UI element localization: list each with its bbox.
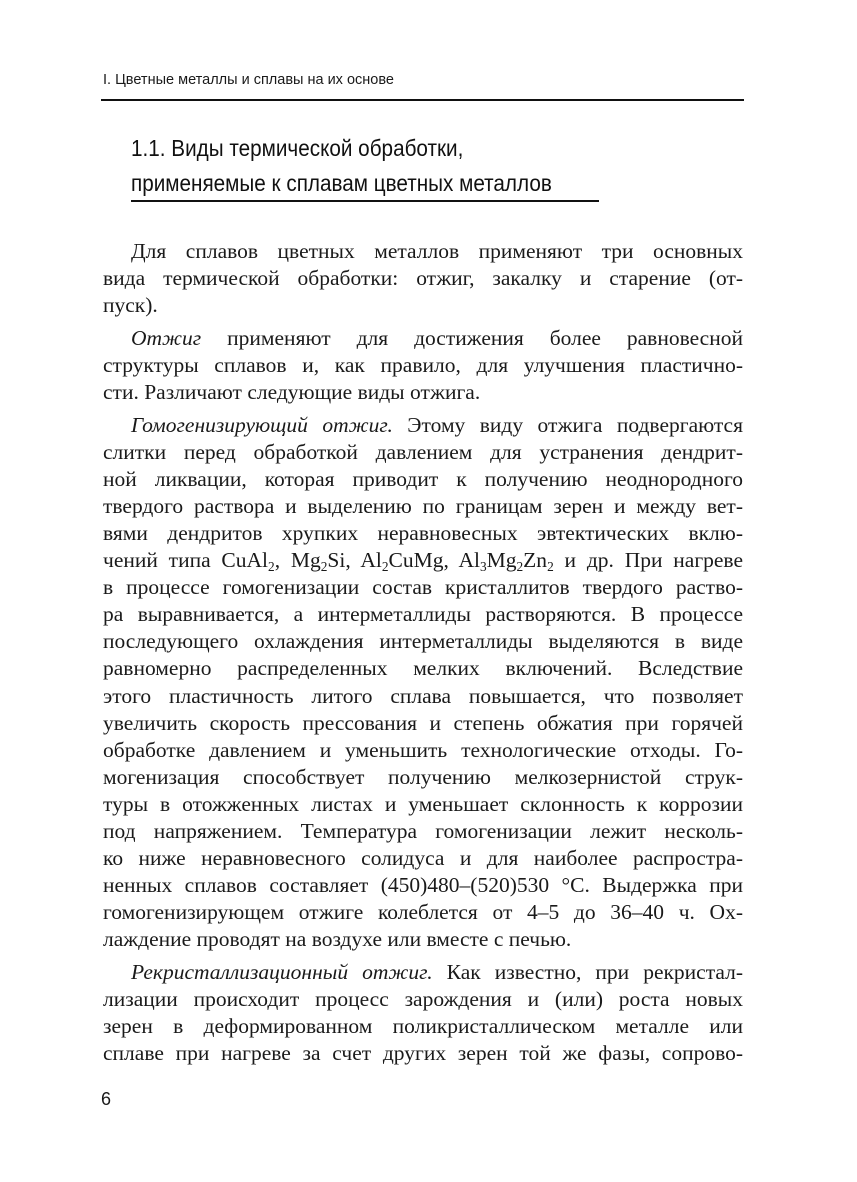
text-fragment: Si, Al [327, 548, 382, 573]
term-recrystallization-annealing: Рекристаллизационный отжиг. [131, 959, 433, 984]
section-heading [131, 131, 635, 201]
text-line: равномерно распределенных мелких включений. Вследствие [103, 656, 743, 681]
text-line: последующего охлаждения интерметаллиды выделяются в виде [103, 629, 743, 654]
text-line: туры в отожженных листах и уменьшает склонность к коррозии [103, 791, 743, 816]
running-head: I. Цветные металлы и сплавы на их основе [103, 72, 394, 88]
text-line: сплаве при нагреве за счет других зерен той же фазы, сопрово- [103, 1041, 743, 1066]
text-line: пуск). [103, 293, 158, 318]
text-line: лаждение проводят на воздухе или вместе с печью. [103, 927, 572, 952]
page-number: 6 [101, 1089, 112, 1109]
text-fragment: , Mg [274, 548, 321, 573]
text-line: ра выравнивается, а интерметаллиды растворяются. В процессе [103, 602, 743, 627]
text-fragment: и др. При нагреве [553, 548, 743, 573]
subscript: 2 [516, 559, 524, 575]
text-line: увеличить скорость прессования и степень обжатия при горячей [103, 710, 743, 735]
text-line: могенизация способствует получению мелкозернистой струк- [103, 764, 743, 789]
text-line: сти. Различают следующие виды отжига. [103, 379, 481, 404]
body-text [103, 238, 743, 1067]
text-line: обработке давлением и уменьшить технологические отходы. Го- [103, 737, 743, 762]
text-fragment: CuMg, Al [388, 548, 480, 573]
term-annealing: Отжиг [131, 325, 202, 350]
text-fragment: чений типа CuAl [103, 548, 269, 573]
paragraph-intro [103, 238, 743, 319]
subscript: 2 [381, 559, 389, 575]
subscript: 3 [479, 559, 487, 575]
text-line: зерен в деформированном поликристаллическом металле или [103, 1014, 743, 1039]
section-heading-line-2: применяемые к сплавам цветных металлов [131, 170, 552, 196]
formula-line [103, 547, 743, 574]
header-rule [101, 99, 744, 101]
term-homogenizing-annealing: Гомогенизирующий отжиг. [131, 412, 393, 437]
text-line: ко ниже неравновесного солидуса и для наиболее распростра- [103, 846, 743, 871]
text-line [103, 325, 743, 352]
text-line: вями дендритов хрупких неравновесных эвтектических вклю- [103, 520, 743, 545]
text-line [103, 959, 743, 986]
subscript: 2 [320, 559, 328, 575]
text-line: слитки перед обработкой давлением для устранения дендрит- [103, 439, 743, 464]
text-line: лизации происходит процесс зарождения и (или) роста новых [103, 987, 743, 1012]
text-line: гомогенизирующем отжиге колеблется от 4–5 до 36–40 ч. Ох- [103, 900, 743, 925]
text-fragment: Этому виду отжига подвергаются [392, 412, 743, 437]
text-line [103, 412, 743, 439]
text-fragment: применяют для достижения более равновесной [201, 325, 743, 350]
paragraph-recrystallization [103, 959, 743, 1067]
text-line: этого пластичность литого сплава повышается, что позволяет [103, 683, 743, 708]
text-line: твердого раствора и выделению по границам зерен и между вет- [103, 493, 743, 518]
section-heading-line-1: 1.1. Виды термической обработки, [131, 135, 464, 161]
text-line: ной ликвации, которая приводит к получению неоднородного [103, 466, 743, 491]
paragraph-homogenizing [103, 412, 743, 954]
paragraph-annealing [103, 325, 743, 406]
subscript: 2 [268, 559, 275, 575]
text-line: вида термической обработки: отжиг, закалку и старение (от- [103, 266, 743, 291]
text-line: Для сплавов цветных металлов применяют три основных [131, 239, 743, 263]
text-line: под напряжением. Температура гомогенизации лежит несколь- [103, 818, 743, 843]
text-line: в процессе гомогенизации состав кристаллитов твердого раство- [103, 575, 743, 600]
text-line: структуры сплавов и, как правило, для улучшения пластично- [103, 352, 743, 377]
text-fragment: Mg [486, 548, 517, 573]
subscript: 2 [547, 559, 554, 575]
text-fragment: Zn [523, 548, 548, 573]
text-fragment: Как известно, при рекристал- [432, 959, 744, 984]
heading-underline [131, 200, 599, 202]
text-line: ненных сплавов составляет (450)480–(520)530 °С. Выдержка при [103, 873, 743, 898]
